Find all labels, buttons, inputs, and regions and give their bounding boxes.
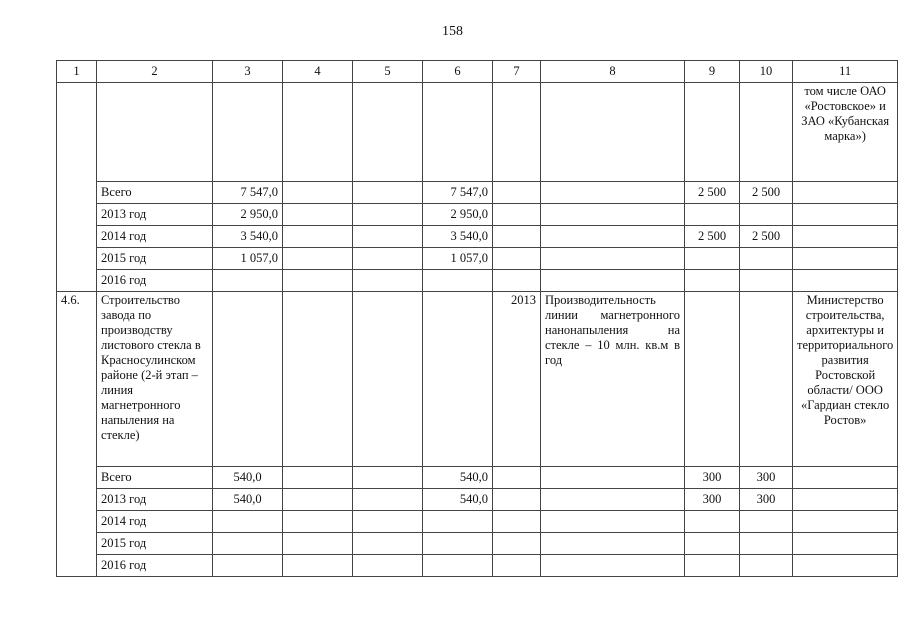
cell xyxy=(793,204,898,226)
value xyxy=(740,555,793,577)
page-number: 158 xyxy=(442,24,463,39)
cell xyxy=(541,511,685,533)
cell xyxy=(423,83,493,182)
table-row xyxy=(57,226,898,248)
regional-budget-value xyxy=(423,533,493,555)
implementation-year: 2013 xyxy=(493,292,541,467)
cell xyxy=(541,467,685,489)
regional-budget-value: 2 950,0 xyxy=(423,204,493,226)
cell xyxy=(541,182,685,204)
table-row xyxy=(57,204,898,226)
table-row xyxy=(57,533,898,555)
cell xyxy=(685,292,740,467)
cell xyxy=(685,83,740,182)
cell xyxy=(353,182,423,204)
cell xyxy=(541,83,685,182)
cell xyxy=(793,226,898,248)
column-number: 6 xyxy=(423,61,493,83)
cell xyxy=(793,467,898,489)
value xyxy=(740,511,793,533)
cell xyxy=(353,292,423,467)
cell xyxy=(213,83,283,182)
value xyxy=(740,533,793,555)
cell xyxy=(283,555,353,577)
value: 2 500 xyxy=(685,182,740,204)
value xyxy=(685,248,740,270)
cell xyxy=(541,555,685,577)
cell xyxy=(493,270,541,292)
column-number: 1 xyxy=(57,61,97,83)
regional-budget-value: 540,0 xyxy=(423,467,493,489)
total-value: 7 547,0 xyxy=(213,182,283,204)
cell xyxy=(283,248,353,270)
cell xyxy=(353,555,423,577)
value: 2 500 xyxy=(685,226,740,248)
value xyxy=(685,555,740,577)
cell xyxy=(283,511,353,533)
row-label: 2016 год xyxy=(97,555,213,577)
cell xyxy=(283,292,353,467)
cell xyxy=(493,555,541,577)
responsible-executor-cell: Министерство строительства, архитектуры и территориального развития Ростовской области/ ООО «Гардиан стекло Ростов» xyxy=(793,292,898,467)
cell xyxy=(541,489,685,511)
total-value: 3 540,0 xyxy=(213,226,283,248)
cell xyxy=(353,270,423,292)
cell xyxy=(493,226,541,248)
regional-budget-value: 540,0 xyxy=(423,489,493,511)
table-row xyxy=(57,489,898,511)
value xyxy=(685,270,740,292)
total-value: 540,0 xyxy=(213,489,283,511)
cell xyxy=(283,533,353,555)
cell xyxy=(493,83,541,182)
cell xyxy=(283,226,353,248)
program-table xyxy=(56,60,898,577)
regional-budget-value xyxy=(423,511,493,533)
regional-budget-value: 7 547,0 xyxy=(423,182,493,204)
regional-budget-value: 3 540,0 xyxy=(423,226,493,248)
cell xyxy=(353,248,423,270)
row-label: Всего xyxy=(97,467,213,489)
row-label: 2014 год xyxy=(97,226,213,248)
cell xyxy=(793,555,898,577)
total-value xyxy=(213,511,283,533)
column-number-row xyxy=(57,61,898,83)
value xyxy=(685,533,740,555)
item-number: 4.6. xyxy=(57,292,97,577)
cell xyxy=(793,182,898,204)
value: 2 500 xyxy=(740,226,793,248)
cell xyxy=(740,83,793,182)
table-row xyxy=(57,270,898,292)
cell xyxy=(493,204,541,226)
cell xyxy=(541,248,685,270)
cell xyxy=(493,489,541,511)
row-label: 2014 год xyxy=(97,511,213,533)
value: 300 xyxy=(740,467,793,489)
column-number: 11 xyxy=(793,61,898,83)
cell xyxy=(353,226,423,248)
cell xyxy=(353,489,423,511)
cell xyxy=(493,182,541,204)
table-row xyxy=(57,555,898,577)
cell xyxy=(541,226,685,248)
cell xyxy=(353,511,423,533)
cell xyxy=(793,489,898,511)
row-label: 2015 год xyxy=(97,533,213,555)
value xyxy=(685,204,740,226)
cell xyxy=(283,489,353,511)
table-row xyxy=(57,511,898,533)
value: 300 xyxy=(740,489,793,511)
cell xyxy=(423,292,493,467)
row-label: 2013 год xyxy=(97,204,213,226)
total-value: 1 057,0 xyxy=(213,248,283,270)
continuation-row xyxy=(57,83,898,182)
value: 300 xyxy=(685,489,740,511)
cell xyxy=(283,270,353,292)
column-number: 4 xyxy=(283,61,353,83)
cell xyxy=(283,182,353,204)
table-row xyxy=(57,467,898,489)
value xyxy=(740,270,793,292)
cell xyxy=(541,533,685,555)
cell xyxy=(793,248,898,270)
row-label: 2013 год xyxy=(97,489,213,511)
cell xyxy=(793,270,898,292)
cell xyxy=(493,248,541,270)
column-number: 8 xyxy=(541,61,685,83)
target-indicator: Производительность линии магнетронного нанонапыления на стекле – 10 млн. кв.м в год xyxy=(541,292,685,467)
value xyxy=(740,248,793,270)
cell xyxy=(793,533,898,555)
value: 300 xyxy=(685,467,740,489)
item-row-4-6 xyxy=(57,292,898,467)
cell xyxy=(213,292,283,467)
cell xyxy=(353,533,423,555)
cell xyxy=(541,270,685,292)
row-label: 2015 год xyxy=(97,248,213,270)
table-row xyxy=(57,248,898,270)
cell xyxy=(97,83,213,182)
column-number: 10 xyxy=(740,61,793,83)
regional-budget-value xyxy=(423,555,493,577)
column-number: 2 xyxy=(97,61,213,83)
item-number-cell xyxy=(57,83,97,292)
item-name: Строительство завода по производству листового стекла в Красносулинском районе (2-й этап – линия магнетронного напыления на стекле) xyxy=(97,292,213,467)
cell xyxy=(353,204,423,226)
cell xyxy=(493,467,541,489)
cell xyxy=(283,204,353,226)
column-number: 5 xyxy=(353,61,423,83)
value xyxy=(740,204,793,226)
row-label: Всего xyxy=(97,182,213,204)
column-number: 7 xyxy=(493,61,541,83)
column-number: 9 xyxy=(685,61,740,83)
value xyxy=(685,511,740,533)
regional-budget-value xyxy=(423,270,493,292)
value: 2 500 xyxy=(740,182,793,204)
cell xyxy=(283,83,353,182)
responsible-executor-cell: том числе ОАО «Ростовское» и ЗАО «Кубанская марка») xyxy=(793,83,898,182)
cell xyxy=(541,204,685,226)
cell xyxy=(740,292,793,467)
cell xyxy=(793,511,898,533)
table-row xyxy=(57,182,898,204)
column-number: 3 xyxy=(213,61,283,83)
cell xyxy=(353,467,423,489)
total-value xyxy=(213,270,283,292)
total-value xyxy=(213,555,283,577)
cell xyxy=(353,83,423,182)
total-value xyxy=(213,533,283,555)
total-value: 2 950,0 xyxy=(213,204,283,226)
cell xyxy=(493,533,541,555)
cell xyxy=(283,467,353,489)
row-label: 2016 год xyxy=(97,270,213,292)
regional-budget-value: 1 057,0 xyxy=(423,248,493,270)
cell xyxy=(493,511,541,533)
total-value: 540,0 xyxy=(213,467,283,489)
